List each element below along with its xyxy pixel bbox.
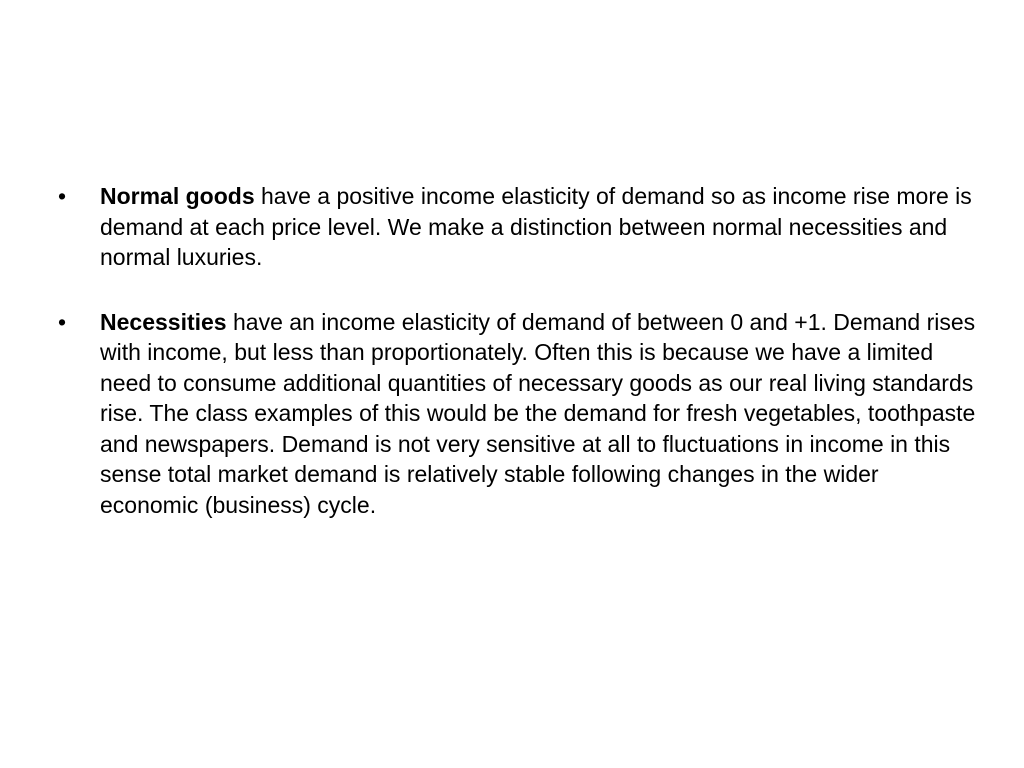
bullet-list [58, 181, 978, 554]
bullet-marker: • [58, 183, 67, 209]
bullet-normal-goods [58, 181, 978, 273]
term-normal-goods: Normal goods [100, 183, 255, 209]
bullet-marker: • [58, 308, 67, 335]
bullet-text: have an income elasticity of demand of between 0 and +1. Demand rises with income, but less than proportionately. Often this is because we have a limited need to consume additional quantities of necessary goods as our real living standards rise. The class examples of this would be the demand for fresh vegetables, toothpaste and newspapers. Demand is not very sensitive at all to fluctuations in income in this sense total market demand is relatively stable following changes in the wider economic (business) cycle. [100, 308, 976, 518]
bullet-necessities [58, 307, 978, 521]
bullet-text: have a positive income elasticity of demand so as income rise more is demand at each price level. We make a distinction between normal necessities and normal luxuries. [100, 183, 972, 270]
term-necessities: Necessities [100, 308, 227, 335]
